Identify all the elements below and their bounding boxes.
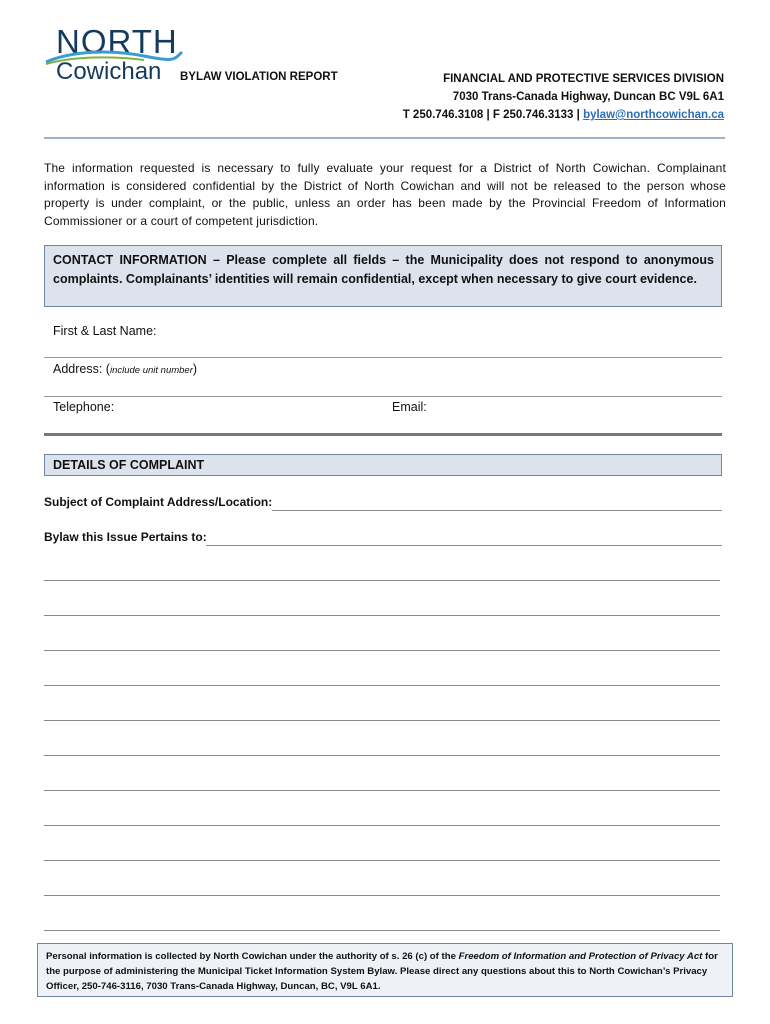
complaint-line[interactable] xyxy=(44,580,720,581)
subject-location-label: Subject of Complaint Address/Location: xyxy=(44,495,273,509)
telephone-email-field[interactable] xyxy=(44,433,722,436)
email-link[interactable]: bylaw@northcowichan.ca xyxy=(583,109,724,121)
logo-cowichan-text: Cowichan xyxy=(56,58,162,85)
details-of-complaint-heading: DETAILS OF COMPLAINT xyxy=(44,454,722,476)
intro-paragraph: The information requested is necessary to fully evaluate your request for a District of North Cowichan. Complainant information is considered confidential by the District of North Cowichan and will not be released to the person whose property is under complaint, or the public, unless an order has been made by the Provincial Freedom of Information Commissioner or a court of competent jurisdiction. xyxy=(44,161,726,228)
phone-fax: T 250.746.3108 | F 250.746.3133 | xyxy=(402,109,580,121)
address-label-text: Address: ( xyxy=(53,362,110,376)
complaint-line[interactable] xyxy=(44,860,720,861)
division-header xyxy=(403,70,724,124)
division-address: 7030 Trans-Canada Highway, Duncan BC V9L 6A1 xyxy=(452,91,724,103)
address-field[interactable] xyxy=(44,396,722,397)
privacy-notice-text-1: Personal information is collected by North Cowichan under the authority of s. 26 (c) of the xyxy=(46,951,459,962)
logo-north-text: NORTH xyxy=(56,23,178,60)
complaint-line[interactable] xyxy=(44,825,720,826)
header-divider xyxy=(44,137,725,139)
address-note: include unit number xyxy=(109,365,193,376)
email-label: Email: xyxy=(392,400,427,414)
complaint-line[interactable] xyxy=(44,790,720,791)
address-label xyxy=(53,362,197,376)
report-title: BYLAW VIOLATION REPORT xyxy=(180,71,338,83)
bylaw-field[interactable] xyxy=(206,545,722,546)
north-cowichan-logo xyxy=(44,24,184,86)
complaint-line[interactable] xyxy=(44,650,720,651)
privacy-notice xyxy=(37,943,733,997)
name-label: First & Last Name: xyxy=(53,324,157,338)
complaint-line[interactable] xyxy=(44,720,720,721)
privacy-act-name: Freedom of Information and Protection of Privacy Act xyxy=(458,951,703,962)
telephone-label: Telephone: xyxy=(53,400,115,414)
division-name: FINANCIAL AND PROTECTIVE SERVICES DIVISION xyxy=(443,73,724,85)
complaint-line[interactable] xyxy=(44,615,720,616)
complaint-line[interactable] xyxy=(44,895,720,896)
division-contact xyxy=(403,106,724,124)
complaint-line[interactable] xyxy=(44,930,720,931)
complaint-line[interactable] xyxy=(44,755,720,756)
address-label-close: ) xyxy=(192,362,198,376)
contact-information-heading: CONTACT INFORMATION – Please complete all fields – the Municipality does not respond to anonymous complaints. Complainants’ identities will remain confidential, except when necessary to give court evidence. xyxy=(44,245,722,307)
name-field[interactable] xyxy=(44,357,722,358)
bylaw-label: Bylaw this Issue Pertains to: xyxy=(44,530,207,544)
privacy-notice-text-2: for the purpose of administering the Municipal Ticket Information System Bylaw. Please direct any questions about this to North Cowichan’s Privacy Officer, 250-746-3116, 7030 Trans-Canada Highway, Duncan, BC, V9L 6A1. xyxy=(46,951,718,992)
complaint-line[interactable] xyxy=(44,685,720,686)
subject-location-field[interactable] xyxy=(272,510,722,511)
